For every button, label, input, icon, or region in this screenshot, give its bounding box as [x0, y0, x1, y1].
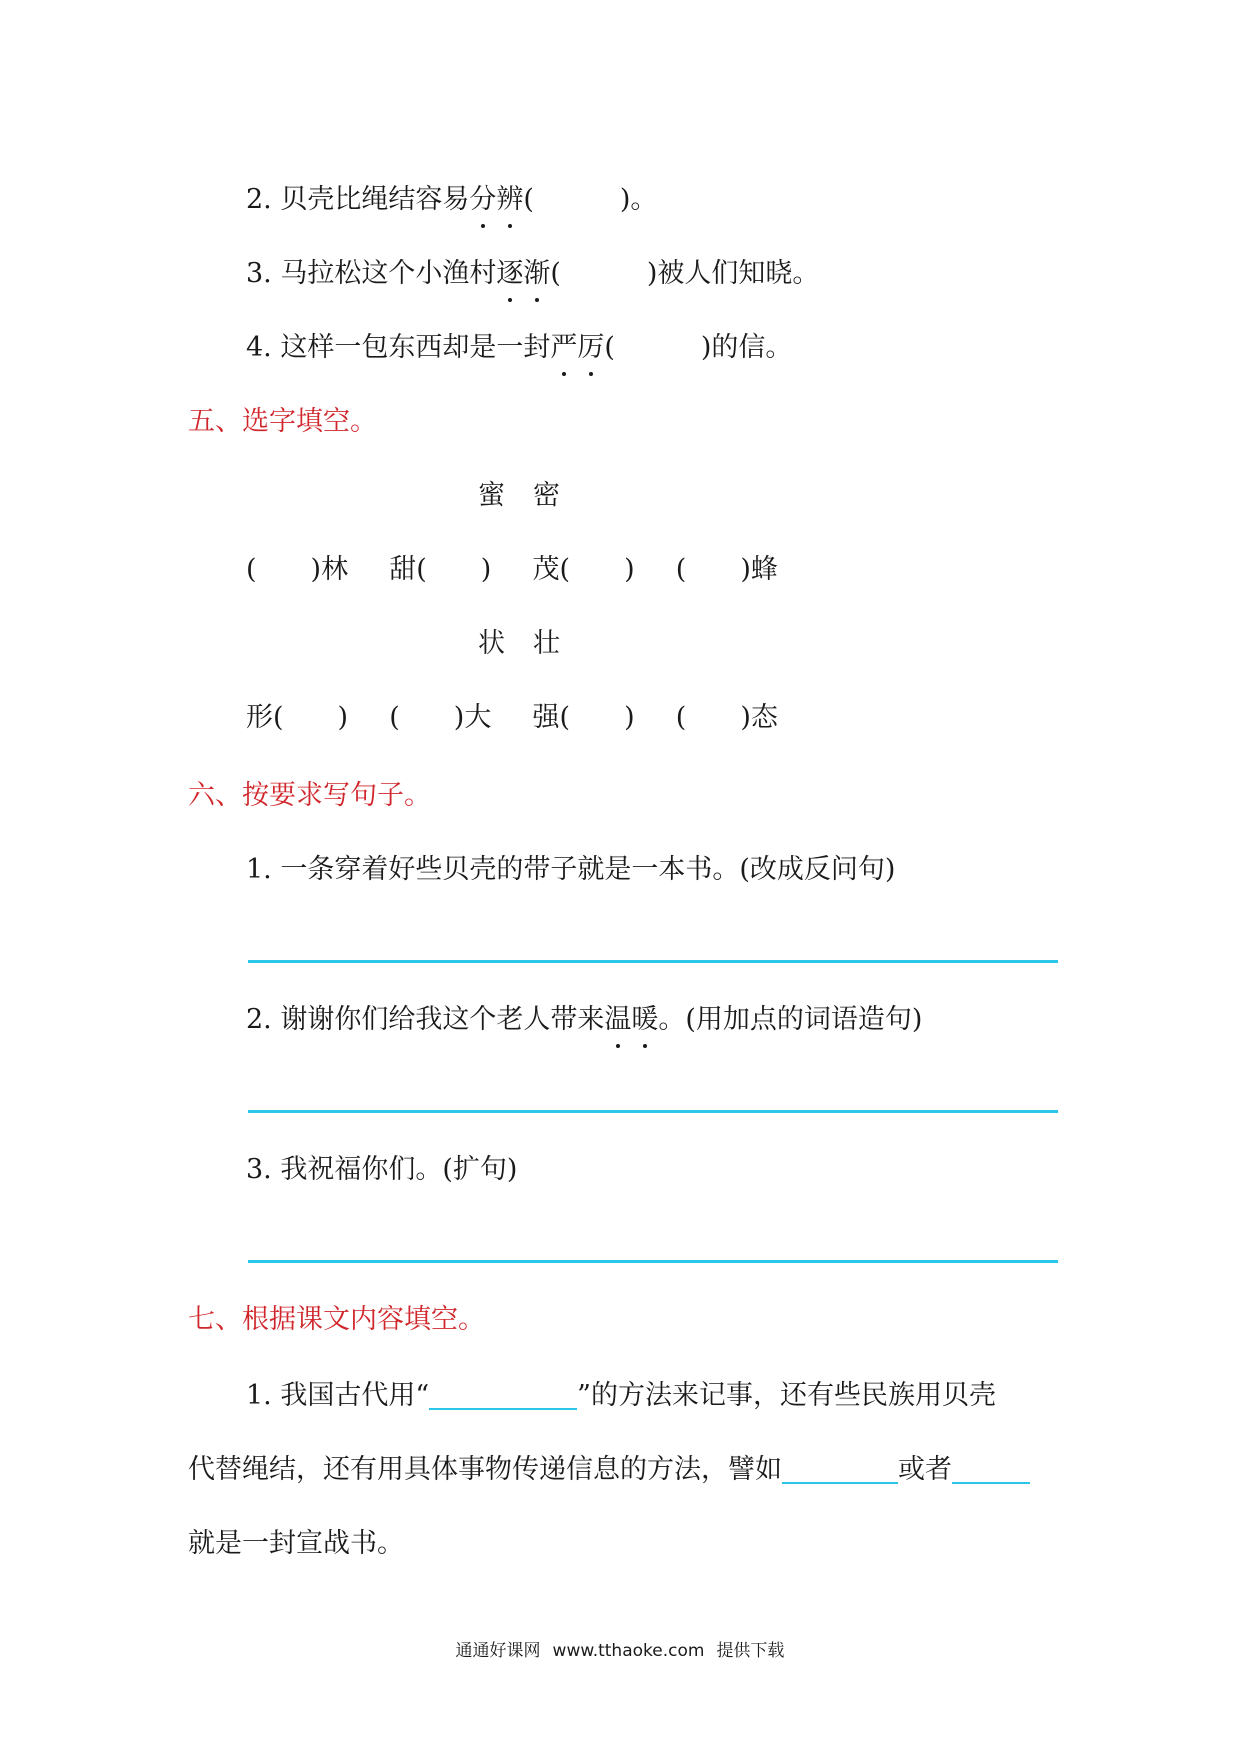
q4-item-3: [246, 256, 819, 292]
fill-item[interactable]: ( )大: [389, 702, 492, 733]
q4-item-3-text: 3. 马拉松这个小渔村: [246, 258, 497, 289]
section-6-heading: 六、按要求写句子。: [188, 780, 431, 811]
q4-item-2-text: 2. 贝壳比绳结容易: [246, 184, 470, 215]
dotted-char: 渐: [523, 256, 550, 292]
fill-blank[interactable]: [429, 1380, 577, 1410]
dotted-char: 辨: [496, 182, 523, 218]
fill-item[interactable]: ( )林: [246, 554, 349, 585]
dotted-char: 严: [550, 330, 577, 366]
q7-text: ”的方法来记事，还有些民族用贝壳: [577, 1380, 996, 1411]
footer-note: 提供下载: [716, 1641, 785, 1661]
dotted-char: 厉: [577, 330, 604, 366]
fill-blank[interactable]: [782, 1454, 898, 1484]
section-7-heading: 七、根据课文内容填空。: [188, 1304, 485, 1335]
q7-text: 或者: [898, 1454, 952, 1485]
q6-item-2-text: 2. 谢谢你们给我这个老人带来: [246, 1004, 605, 1035]
paren-close: )被人们知晓。: [646, 258, 820, 289]
choice-char: 蜜: [478, 480, 505, 511]
q4-item-4: [246, 330, 792, 366]
q7-line-3: 就是一封宣战书。: [188, 1528, 404, 1559]
choice-char: 密: [533, 480, 560, 511]
q7-text: 1. 我国古代用“: [246, 1380, 430, 1411]
section-5-heading: 五、选字填空。: [188, 406, 377, 437]
dotted-char: 暖: [631, 1002, 658, 1038]
paren-open: (: [604, 332, 615, 363]
q6-item-2-suffix: 。(用加点的词语造句): [658, 1004, 923, 1035]
footer-site-name: 通通好课网: [455, 1641, 541, 1661]
q5-group-1-chars: [478, 478, 588, 514]
paren-open: (: [523, 184, 534, 215]
paren-close: )的信。: [700, 332, 793, 363]
fill-item[interactable]: 形( ): [246, 702, 349, 733]
footer: [0, 1636, 1240, 1661]
choice-char: 壮: [533, 628, 560, 659]
fill-item[interactable]: 强( ): [532, 702, 635, 733]
fill-item[interactable]: ( )蜂: [675, 554, 778, 585]
answer-line-2[interactable]: [248, 1110, 1058, 1113]
choice-char: 状: [478, 628, 505, 659]
fill-blank[interactable]: [952, 1454, 1030, 1484]
answer-line-3[interactable]: [248, 1260, 1058, 1263]
dotted-char: 温: [604, 1002, 631, 1038]
footer-url[interactable]: www.tthaoke.com: [552, 1641, 705, 1661]
fill-item[interactable]: ( )态: [675, 702, 778, 733]
q6-item-3: 3. 我祝福你们。(扩句): [246, 1154, 518, 1185]
answer-line-1[interactable]: [248, 960, 1058, 963]
fill-item[interactable]: 茂( ): [532, 554, 635, 585]
q6-item-2: [246, 1002, 922, 1038]
q4-item-4-text: 4. 这样一包东西却是一封: [246, 332, 551, 363]
q7-line-1: [246, 1378, 996, 1414]
q7-text: 代替绳结，还有用具体事物传递信息的方法，譬如: [188, 1454, 782, 1485]
paren-close: )。: [619, 184, 658, 215]
paren-open: (: [550, 258, 561, 289]
dotted-char: 逐: [496, 256, 523, 292]
q4-item-2: [246, 182, 657, 218]
q5-group-1-items: [246, 552, 778, 588]
q5-group-2-items: [246, 700, 778, 736]
q6-item-1: 1. 一条穿着好些贝壳的带子就是一本书。(改成反问句): [246, 854, 896, 885]
fill-item[interactable]: 甜( ): [389, 554, 492, 585]
q7-line-2: [188, 1452, 1030, 1488]
q5-group-2-chars: [478, 626, 588, 662]
dotted-char: 分: [469, 182, 496, 218]
